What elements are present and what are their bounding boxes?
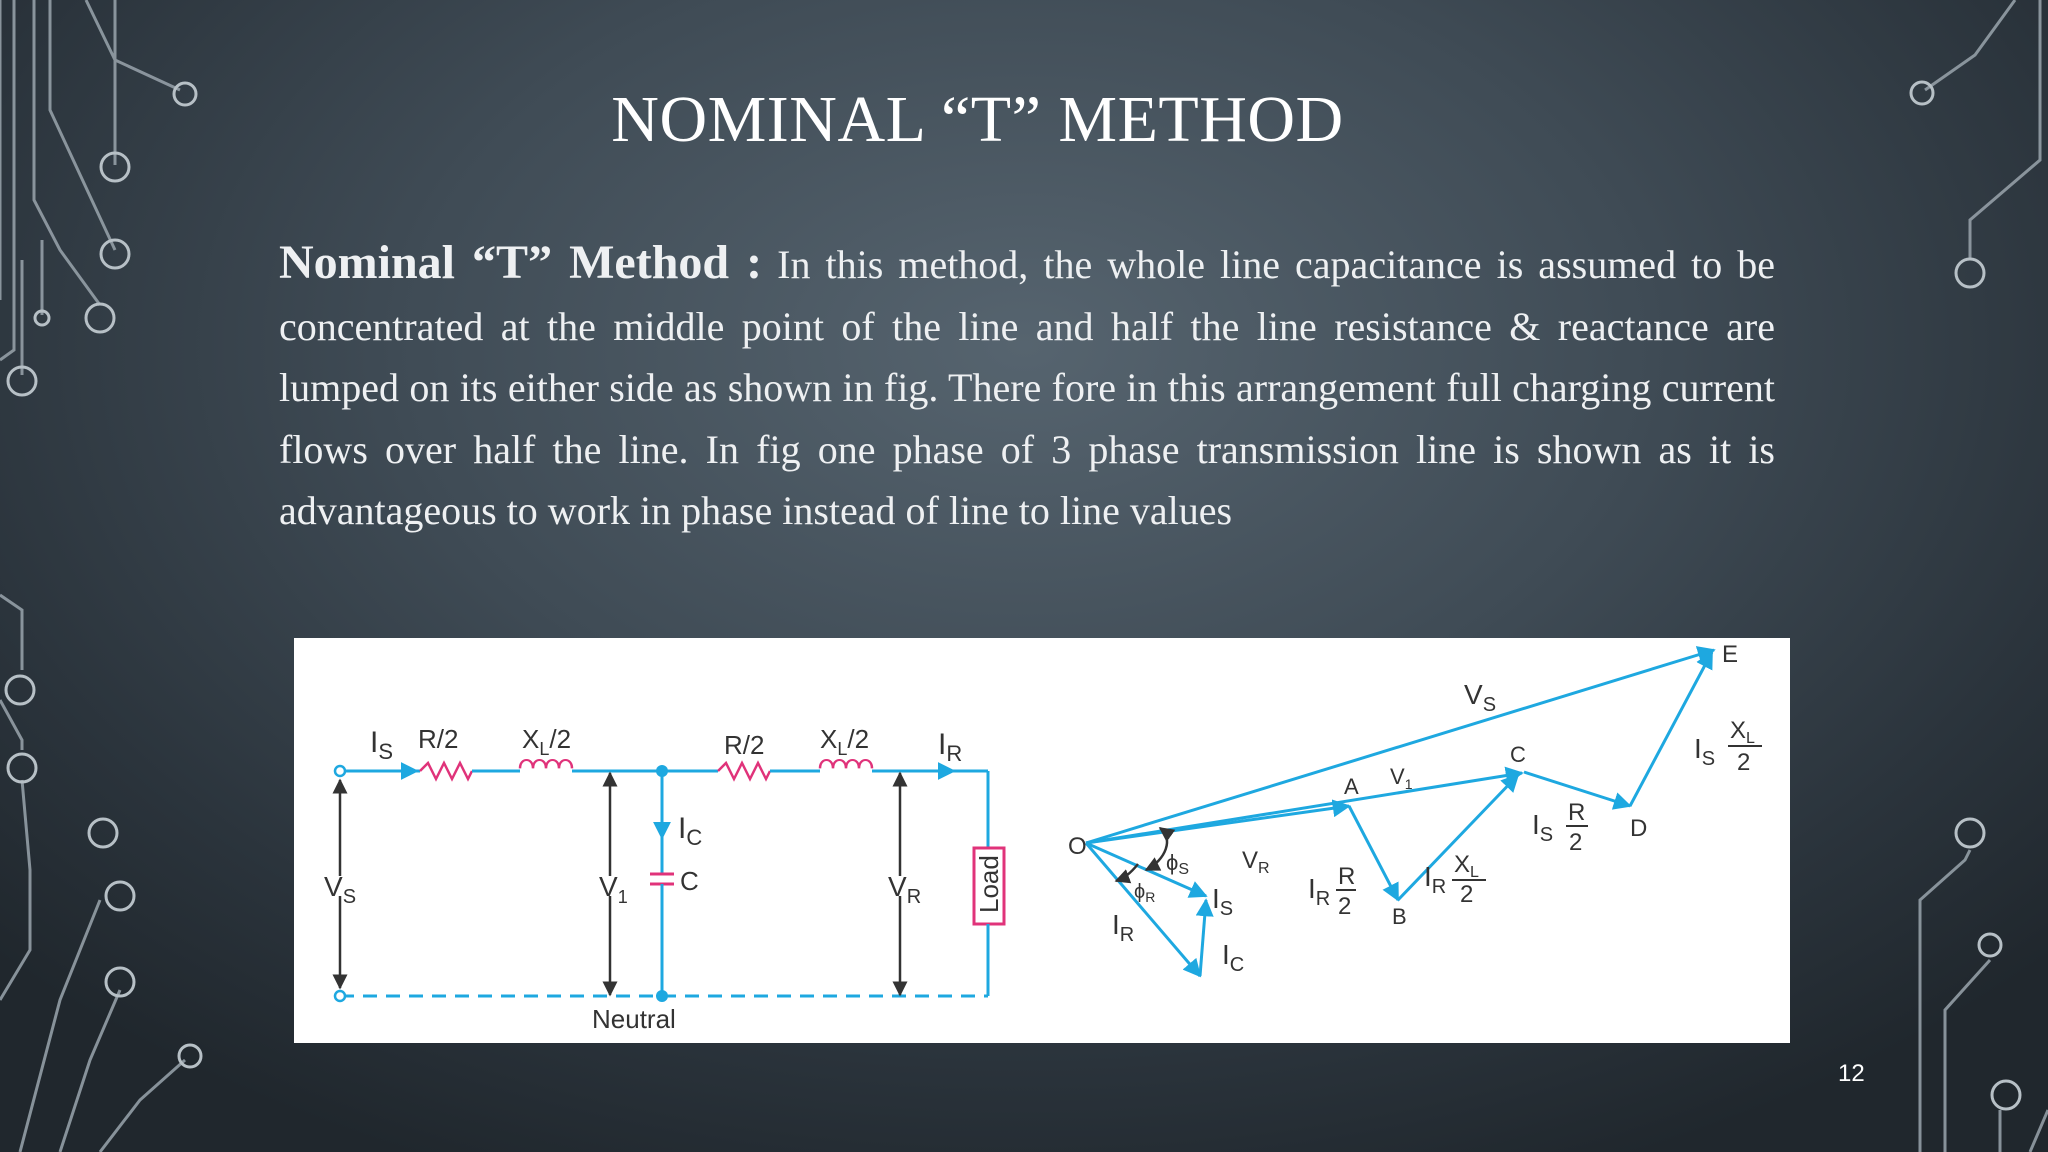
xl-half-2-x: X	[820, 724, 838, 754]
xl-half-2-rest: /2	[847, 724, 870, 754]
phasor-v1-sub: 1	[1404, 776, 1413, 792]
nominal-t-figure	[294, 638, 1790, 1043]
circuit-ir-sub: R	[946, 741, 963, 766]
r-half-1-label: R/2	[418, 724, 459, 754]
svg-text:IS	[370, 726, 393, 764]
phi-r-sub: R	[1145, 889, 1156, 905]
neutral-label: Neutral	[592, 1004, 676, 1034]
is-xl2-sub: S	[1701, 748, 1716, 770]
capacitor-c-label: C	[680, 866, 699, 896]
phi-r-label: ϕ	[1134, 881, 1146, 903]
svg-text:ϕS	[1166, 850, 1189, 878]
point-d-label: D	[1630, 815, 1648, 842]
point-a-label: A	[1344, 774, 1359, 799]
circuit-ic-label: I	[678, 812, 687, 845]
is-xl2-num-sub: L	[1746, 730, 1755, 747]
point-c-label: C	[1510, 742, 1526, 767]
circuit-is-sub: S	[378, 739, 394, 764]
svg-text:IR	[1308, 873, 1330, 910]
circuit-vr-label: V	[888, 871, 907, 902]
circuit-v1-sub: 1	[617, 887, 628, 907]
svg-text:V1	[1390, 764, 1413, 792]
angle-phi-r-arc	[1116, 864, 1138, 881]
xl-half-1-x: X	[522, 724, 540, 754]
point-o-label: O	[1068, 833, 1087, 860]
phasor-vs-label: V	[1464, 679, 1483, 710]
sending-terminal	[335, 766, 345, 776]
svg-text:VR	[1242, 847, 1270, 877]
phasor-v1-label: V	[1390, 764, 1405, 789]
slide-title: NOMINAL “T” METHOD	[611, 83, 1344, 156]
t-circuit	[324, 724, 1004, 1034]
svg-text:IC	[1222, 939, 1244, 976]
phasor-vr-sub: R	[1258, 860, 1270, 877]
is-r2-sub: S	[1539, 824, 1554, 846]
phi-s-sub: S	[1178, 861, 1189, 878]
slide-body	[279, 232, 1775, 542]
is-r2-num: R	[1568, 799, 1586, 826]
phasor-vr	[1086, 806, 1349, 843]
ir-r2-i: I	[1308, 873, 1316, 904]
figure-canvas	[294, 638, 1790, 1043]
xl-half-1-rest: /2	[549, 724, 572, 754]
svg-text:XL/2	[522, 724, 571, 759]
circuit-vr-sub: R	[906, 886, 922, 908]
svg-text:IR	[938, 728, 962, 766]
svg-text:VR	[888, 871, 921, 908]
method-description: In this method, the whole line capacitance is assumed to be concentrated at the middle point of the line and half the line resistance & reactance are lumped on its either side as shown in fig. There fore in this arrangement full charging current flows over half the line. In fig one phase of 3 phase transmission line is shown as it is advantageous to work in phase instead of line to line values	[279, 242, 1776, 533]
circuit-is-label: I	[370, 726, 379, 759]
is-r2-den: 2	[1569, 829, 1583, 856]
phasor-de	[1630, 652, 1712, 806]
resistor-r-half-1	[420, 763, 472, 779]
phasor-bc	[1398, 775, 1518, 900]
neutral-node	[656, 990, 668, 1002]
svg-text:VS	[1464, 679, 1496, 716]
method-heading: Nominal “T” Method :	[279, 236, 763, 289]
inductor-xl-half-1	[520, 760, 572, 768]
circuit-vs-label: V	[324, 871, 343, 902]
phasor-ic-label: I	[1222, 939, 1230, 970]
circuit-ir-label: I	[938, 728, 947, 761]
circuit-ic-sub: C	[686, 825, 703, 850]
is-xl2-den: 2	[1737, 749, 1751, 776]
resistor-r-half-2	[718, 763, 770, 779]
phasor-is-sub: S	[1219, 898, 1234, 920]
ir-xl2-i: I	[1424, 861, 1432, 892]
point-b-label: B	[1392, 904, 1407, 929]
inductor-xl-half-2	[820, 760, 872, 768]
load-label: Load	[974, 855, 1004, 913]
phasor-ic-sub: C	[1229, 954, 1245, 976]
svg-text:IS	[1694, 733, 1715, 770]
phi-s-label: ϕ	[1166, 850, 1179, 875]
svg-text:XL	[1730, 717, 1755, 747]
ir-r2-num: R	[1338, 863, 1356, 890]
page-number: 12	[1838, 1060, 1865, 1087]
ir-xl2-den: 2	[1460, 881, 1474, 908]
ir-r2-sub: R	[1315, 888, 1331, 910]
ir-r2-den: 2	[1338, 893, 1352, 920]
is-xl2-i: I	[1694, 733, 1702, 764]
svg-text:XL	[1454, 851, 1479, 881]
phasor-ic	[1200, 900, 1206, 976]
phasor-vs	[1086, 650, 1714, 843]
phasor-vs-sub: S	[1482, 694, 1497, 716]
phasor-ab	[1349, 806, 1398, 900]
circuit-vs-sub: S	[342, 886, 357, 908]
phasor-is-label: I	[1212, 883, 1220, 914]
xl-half-1-sub: L	[539, 739, 550, 759]
svg-text:XL/2	[820, 724, 869, 759]
circuit-v1-label: V	[599, 871, 618, 902]
svg-text:IS	[1532, 809, 1553, 846]
phasor-ir-sub: R	[1119, 924, 1135, 946]
phasor-ir-label: I	[1112, 909, 1120, 940]
ir-xl2-sub: R	[1431, 876, 1447, 898]
phasor-diagram	[1068, 641, 1762, 976]
xl-half-2-sub: L	[837, 739, 848, 759]
svg-text:IR	[1424, 861, 1446, 898]
svg-text:IR	[1112, 909, 1134, 946]
sending-neutral-terminal	[335, 991, 345, 1001]
is-xl2-num: X	[1730, 717, 1747, 744]
point-e-label: E	[1722, 641, 1739, 668]
svg-text:IC	[678, 812, 702, 850]
ir-xl2-num: X	[1454, 851, 1471, 878]
is-r2-i: I	[1532, 809, 1540, 840]
svg-text:IS	[1212, 883, 1233, 920]
svg-text:ϕR	[1134, 881, 1155, 905]
phasor-vr-label: V	[1242, 847, 1259, 874]
r-half-2-label: R/2	[724, 730, 765, 760]
ir-xl2-num-sub: L	[1470, 864, 1479, 881]
svg-text:V1	[599, 871, 628, 907]
